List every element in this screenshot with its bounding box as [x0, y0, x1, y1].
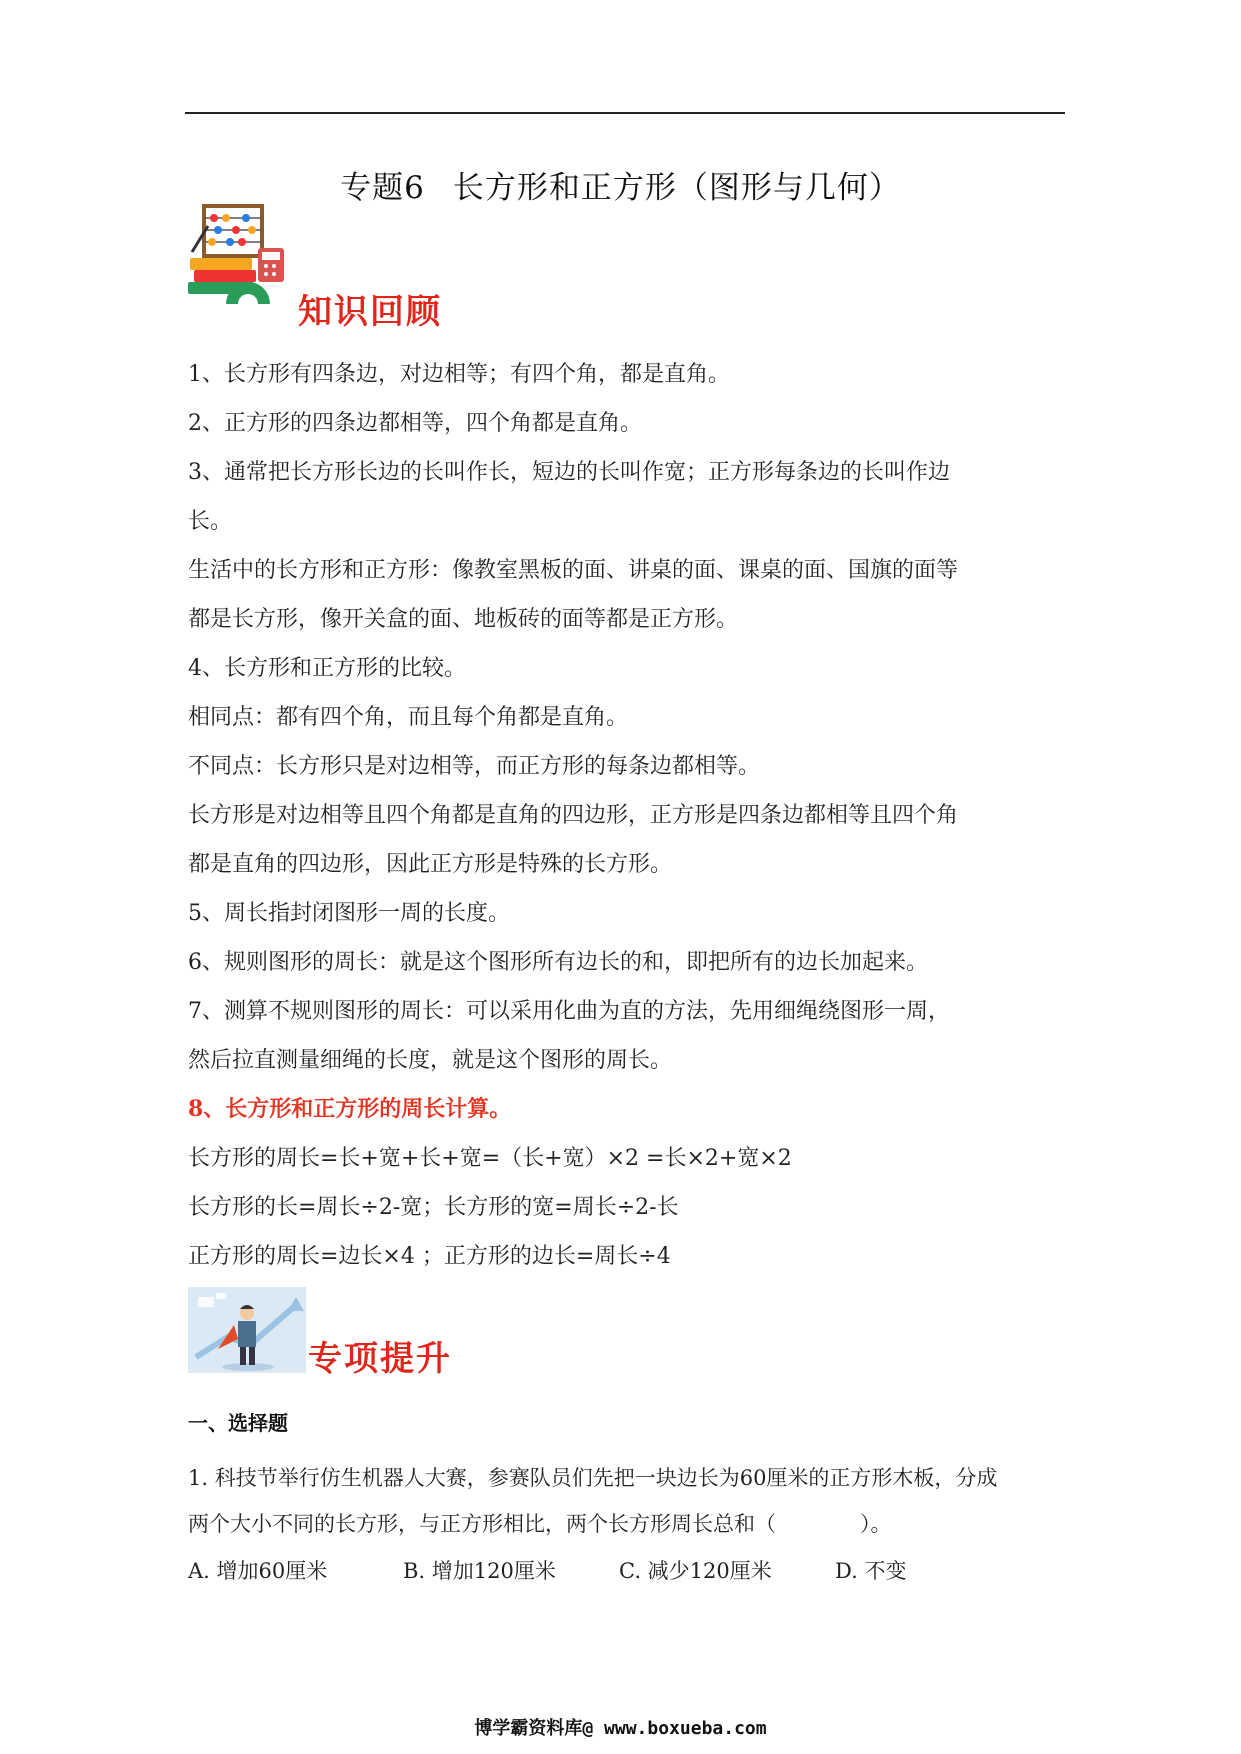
- knowledge-line: 4、长方形和正方形的比较。: [188, 656, 466, 681]
- knowledge-line-highlight: 8、长方形和正方形的周长计算。: [188, 1096, 512, 1122]
- knowledge-line: 都是直角的四边形，因此正方形是特殊的长方形。: [188, 852, 673, 877]
- title-topic-name: 长方形和正方形（图形与几何）: [452, 170, 901, 206]
- footer-watermark: 博学霸资料库@ www.boxueba.com: [474, 1718, 767, 1739]
- knowledge-points: [188, 350, 1068, 1281]
- knowledge-line: 都是长方形，像开关盒的面、地板砖的面等都是正方形。: [188, 607, 739, 632]
- knowledge-line: 不同点：长方形只是对边相等，而正方形的每条边都相等。: [188, 754, 761, 779]
- knowledge-line: 1、长方形有四条边，对边相等；有四个角，都是直角。: [188, 362, 730, 387]
- knowledge-line: 长方形是对边相等且四个角都是直角的四边形，正方形是四条边都相等且四个角: [188, 803, 959, 828]
- knowledge-line: 生活中的长方形和正方形：像教室黑板的面、讲桌的面、课桌的面、国旗的面等: [188, 558, 959, 583]
- knowledge-line: 5、周长指封闭图形一周的长度。: [188, 901, 510, 926]
- knowledge-line: 6、规则图形的周长：就是这个图形所有边长的和，即把所有的边长加起来。: [188, 950, 928, 975]
- abacus-books-icon: [186, 196, 288, 308]
- superhero-growth-icon: [188, 1287, 306, 1373]
- title-topic-number: 专题6: [340, 170, 425, 206]
- question-1-options: [188, 1555, 906, 1585]
- knowledge-line: 长。: [188, 509, 233, 534]
- question-1-line-1: 1. 科技节举行仿生机器人大赛，参赛队员们先把一块边长为60厘米的正方形木板，分成: [188, 1466, 998, 1490]
- knowledge-line: 3、通常把长方形长边的长叫作长，短边的长叫作宽；正方形每条边的长叫作边: [188, 460, 950, 485]
- knowledge-line: 然后拉直测量细绳的长度，就是这个图形的周长。: [188, 1048, 673, 1073]
- option-a: A. 增加60厘米: [188, 1559, 328, 1583]
- question-section-heading: 一、选择题: [188, 1411, 288, 1435]
- formula-line: 正方形的周长=边长×4 ；正方形的边长=周长÷4: [188, 1244, 671, 1269]
- formula-line: 长方形的长=周长÷2-宽；长方形的宽=周长÷2-长: [188, 1195, 679, 1220]
- knowledge-line: 相同点：都有四个角，而且每个角都是直角。: [188, 705, 629, 730]
- section-title-practice: 专项提升: [308, 1339, 452, 1379]
- knowledge-line: 2、正方形的四条边都相等，四个角都是直角。: [188, 411, 642, 436]
- option-d: D. 不变: [835, 1559, 907, 1583]
- section-title-review: 知识回顾: [298, 292, 442, 332]
- header-rule: [185, 112, 1065, 114]
- question-1-line-2: 两个大小不同的长方形，与正方形相比，两个长方形周长总和（ ）。: [188, 1512, 892, 1536]
- formula-line: 长方形的周长=长+宽+长+宽=（长+宽）×2 =长×2+宽×2: [188, 1146, 792, 1171]
- option-c: C. 减少120厘米: [619, 1559, 772, 1583]
- knowledge-line: 7、测算不规则图形的周长：可以采用化曲为直的方法，先用细绳绕图形一周，: [188, 999, 950, 1024]
- option-b: B. 增加120厘米: [403, 1559, 556, 1583]
